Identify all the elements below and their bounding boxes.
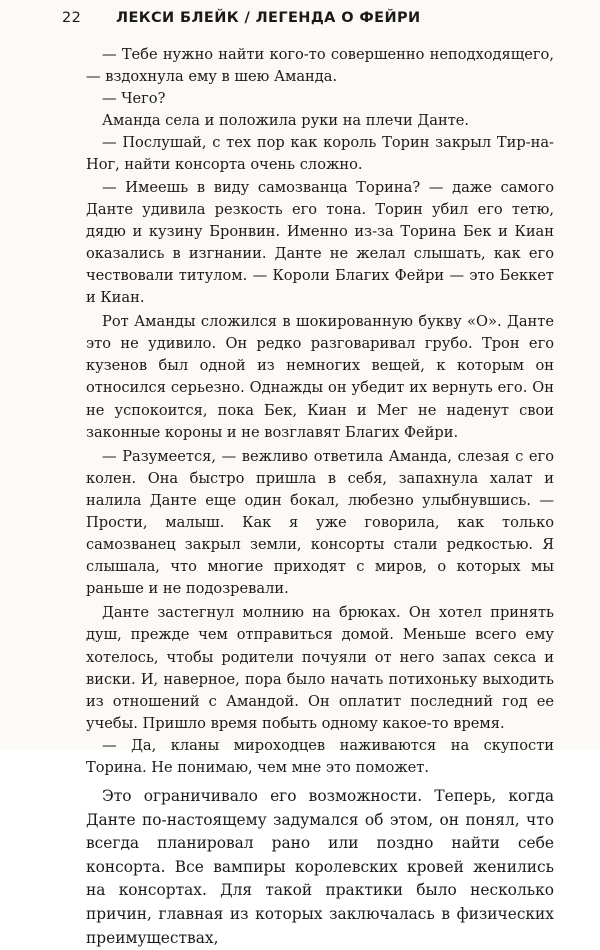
paragraph-3: Аманда села и положила руки на плечи Данте. bbox=[102, 112, 470, 130]
paragraph-2: — Чего? bbox=[102, 90, 166, 108]
paragraph-9: — Да, кланы мироходцев наживаются на скупости Торина. Не понимаю, чем мне это поможет. bbox=[86, 736, 554, 776]
paragraph-8: Данте застегнул молнию на брюках. Он хотел принять душ, прежде чем отправиться домой. Меньше всего ему хотелось, чтобы родители почуяли от него запах секса и виски. И, наверное, пора было начать потихоньку выходить из отношений с Амандой. Он оплатит последний год ее учебы. Пришло время побыть одному какое-то время. bbox=[86, 604, 554, 732]
paragraph-1: — Тебе нужно найти кого-то совершенно неподходящего, — вздохнула ему в шею Аманда. bbox=[86, 46, 554, 86]
paragraph-4: — Послушай, с тех пор как король Торин закрыл Тир-на-Ног, найти консорта очень сложно. bbox=[86, 134, 554, 174]
body-text bbox=[86, 44, 554, 950]
paragraph-7: — Разумеется, — вежливо ответила Аманда, слезая с его колен. Она быстро пришла в себя, запахнула халат и налила Данте еще один бокал, любезно улыбнувшись. — Прости, малыш. Как я уже говорила, как только самозванец закрыл земли, консорты стали редкостью. Я слышала, что многие приходят с миров, о которых мы раньше и не подозревали. bbox=[86, 447, 554, 598]
running-header bbox=[62, 10, 562, 32]
paragraph-10: Это ограничивало его возможности. Теперь, когда Данте по-настоящему задумался об этом, он понял, что всегда планировал рано или поздно найти себе консорта. Все вампиры королевских кровей женились на консортах. Для такой практики было несколько причин, главная из которых заключалась в физических преимуществах, bbox=[86, 787, 554, 947]
paragraph-5: — Имеешь в виду самозванца Торина? — даже самого Данте удивила резкость его тона. Торин убил его тетю, дядю и кузину Бронвин. Именно из-за Торина Бек и Киан оказались в изгнании. Данте не желал слышать, как его чествовали титулом. — Короли Благих Фейри — это Беккет и Киан. bbox=[86, 178, 554, 307]
page-number: 22 bbox=[62, 10, 82, 26]
running-title: ЛЕКСИ БЛЕЙК / ЛЕГЕНДА О ФЕЙРИ bbox=[116, 10, 421, 26]
paragraph-6: Рот Аманды сложился в шокированную букву «О». Данте это не удивило. Он редко разговаривал грубо. Трон его кузенов был одной из немногих вещей, к которым он относился серьезно. Однажды он убедит их вернуть его. Он не успокоится, пока Бек, Киан и Мег не наденут свои законные короны и не возглавят Благих Фейри. bbox=[86, 313, 554, 441]
